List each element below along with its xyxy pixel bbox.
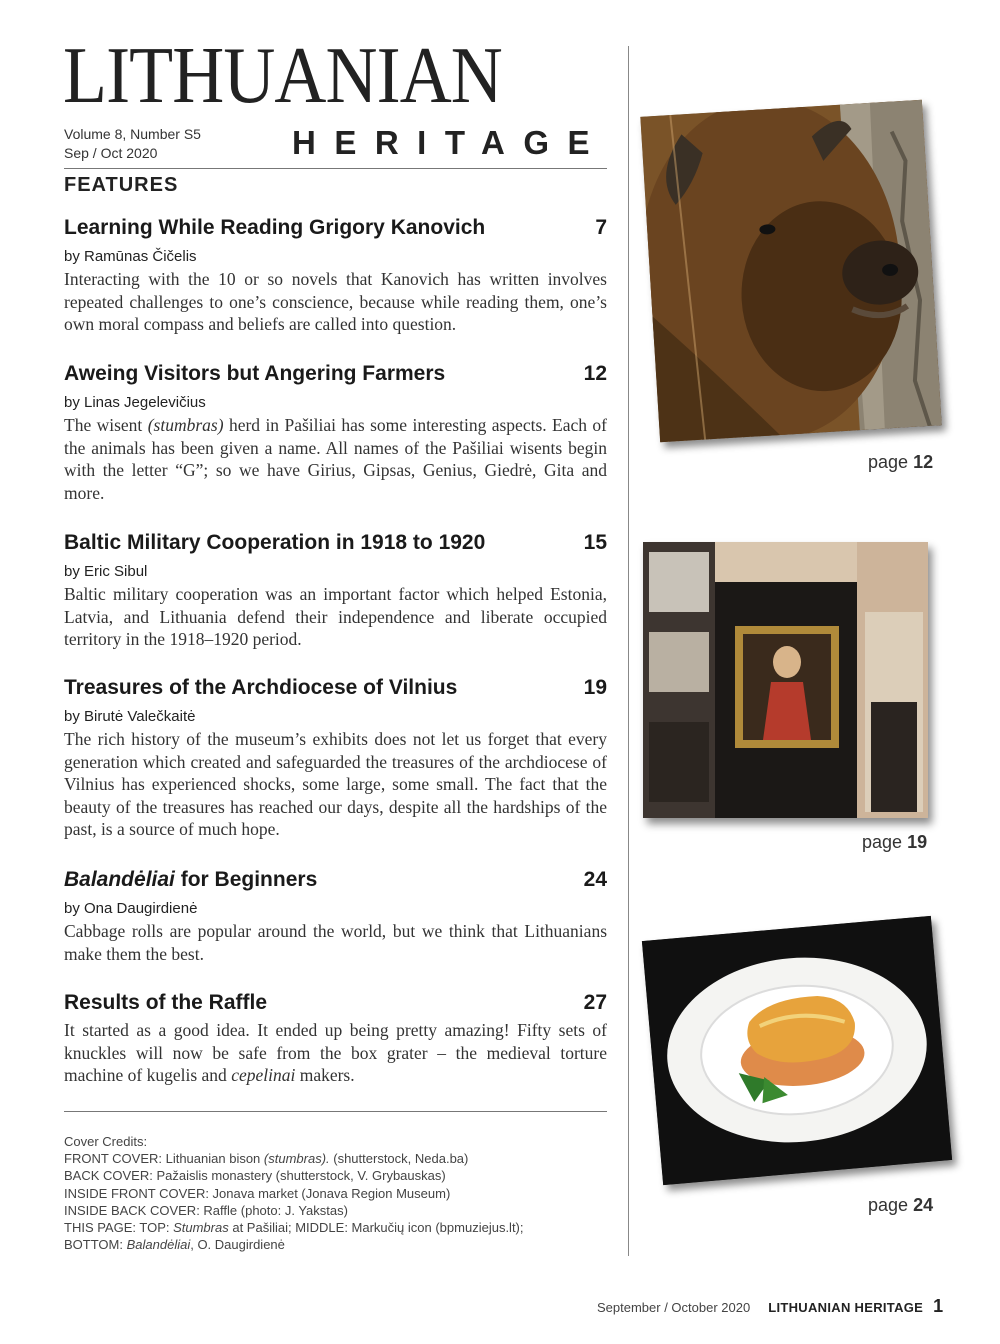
credit-front-cover: FRONT COVER: Lithuanian bison (stumbras). (shutterstock, Neda.ba) [64,1151,469,1167]
credit-back-cover: BACK COVER: Pažaislis monastery (shutterstock, V. Grybauskas) [64,1168,446,1184]
article-entry[interactable] [64,989,607,1087]
article-author: by Ramūnas Čičelis [64,248,197,265]
article-entry[interactable] [64,866,607,965]
article-page-number: 7 [595,216,607,239]
magazine-title: LITHUANIAN [63,32,502,120]
magazine-subtitle: HERITAGE [292,124,609,161]
credit-inside-back: INSIDE BACK COVER: Raffle (photo: J. Yakstas) [64,1202,348,1218]
museum-photo [643,542,928,818]
credit-inside-front: INSIDE FRONT COVER: Jonava market (Jonava Region Museum) [64,1185,451,1201]
museum-illustration [643,542,928,818]
photo-caption: page 12 [868,452,934,472]
photo-caption: page 24 [868,1195,934,1215]
cover-credits [64,1133,524,1253]
header-divider [64,168,607,169]
article-title[interactable]: Treasures of the Archdiocese of Vilnius [64,676,458,699]
issue-date: Sep / Oct 2020 [64,145,158,161]
article-page-number: 12 [583,362,607,385]
article-page-number: 19 [583,676,607,699]
article-title[interactable]: Aweing Visitors but Angering Farmers [64,362,446,385]
section-heading: FEATURES [64,174,179,196]
column-divider [628,46,629,1256]
volume-number: Volume 8, Number S5 [64,126,201,142]
article-author: by Ona Daugirdienė [64,900,198,917]
article-summary: It started as a good idea. It ended up being pretty amazing! Fifty sets of knuckles will now be safe from the box grater – the medieval torture machine of kugelis and cepelinai makers. [64,1020,607,1086]
article-summary: The rich history of the museum’s exhibits does not let us forget that every generation which created and safeguarded the treasures of the archdiocese of Vilnius has experienced shocks, some large, some small. The fact that the beauty of the treasures has reached our days, despite all the hardships of the past, is a source of much hope. [64,729,607,840]
article-entry[interactable] [64,674,607,841]
footer-magazine: LITHUANIAN HERITAGE [768,1300,924,1315]
article-title[interactable]: Balandėliai for Beginners [64,868,318,891]
bison-photo [640,100,941,443]
article-title[interactable]: Baltic Military Cooperation in 1918 to 1920 [64,531,486,554]
article-entry[interactable] [64,529,607,651]
credits-heading: Cover Credits: [64,1134,148,1149]
article-title[interactable]: Learning While Reading Grigory Kanovich [64,216,486,239]
article-summary: Baltic military cooperation was an important factor which helped Estonia, Latvia, and Lithuania defend their independence and liberate occupied territory in the 1918–1920 period. [64,584,607,650]
footer-date: September / October 2020 [597,1300,751,1315]
article-title[interactable]: Results of the Raffle [64,991,268,1014]
article-page-number: 24 [583,868,607,891]
article-author: by Birutė Valečkaitė [64,708,196,725]
cabbage-roll-photo [642,916,952,1185]
article-entry[interactable] [64,360,607,504]
credit-this-page: THIS PAGE: TOP: Stumbras at Pašiliai; MIDDLE: Markučių icon (bpmuziejus.lt); [64,1220,524,1236]
cabbage-roll-illustration [642,916,952,1185]
article-author: by Linas Jegelevičius [64,394,206,411]
article-summary: Cabbage rolls are popular around the world, but we think that Lithuanians make them the best. [64,921,607,964]
credit-bottom: BOTTOM: Balandėliai, O. Daugirdienė [64,1237,285,1253]
article-summary: Interacting with the 10 or so novels that Kanovich has written involves repeated challenges to one’s conscience, because while reading them, one’s own moral compass and beliefs are called into question. [64,269,607,335]
article-page-number: 27 [583,991,607,1014]
credits-divider [64,1111,607,1112]
photo-caption: page 19 [862,832,928,852]
article-author: by Eric Sibul [64,563,148,580]
footer-page-number: 1 [933,1296,944,1316]
page-footer [597,1296,943,1317]
article-entry[interactable] [64,214,607,336]
bison-illustration [640,100,941,443]
article-summary: The wisent (stumbras) herd in Pašiliai has some interesting aspects. Each of the animals has been given a name. All names of the Pašiliai wisents begin with the letter “G”; so we have Girius, Gipsas, Genius, Giedrė, Gita and more. [64,415,607,503]
article-page-number: 15 [583,531,607,554]
issue-info [64,125,201,163]
